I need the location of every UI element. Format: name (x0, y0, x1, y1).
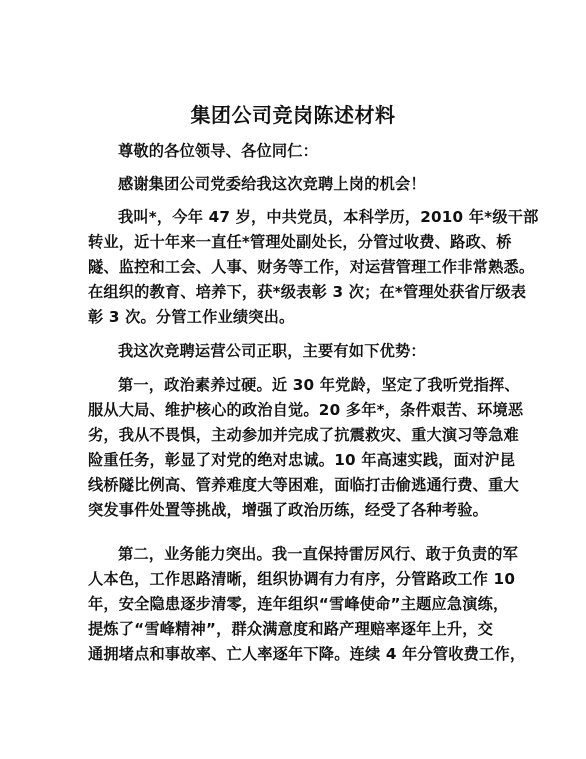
para3-line-4: 险重任务，彰显了对党的绝对忠诚。10 年高速实践，面对沪昆 (88, 451, 516, 469)
para1-line-5: 彰 3 次。分管工作业绩突出。 (88, 308, 295, 326)
para1-line-1: 我叫*，今年 47 岁，中共党员，本科学历，2010 年*级干部 (118, 208, 539, 226)
para4-line-2: 人本色，工作思路清晰，组织协调有力有序，分管路政工作 10 (88, 570, 516, 588)
para1-line-4: 在组织的教育、培养下，获*级表彰 3 次；在*管理处获省厅级表 (88, 283, 527, 301)
thanks-line: 感谢集团公司党委给我这次竞聘上岗的机会！ (118, 175, 426, 193)
para3-line-1: 第一，政治素养过硬。近 30 年党龄，坚定了我听党指挥、 (118, 376, 520, 394)
para4-line-4: 提炼了“雪峰精神”，群众满意度和路产理赔率逐年上升，交 (88, 620, 494, 638)
para4-line-5: 通拥堵点和事故率、亡人率逐年下降。连续 4 年分管收费工作， (88, 645, 526, 663)
para1-line-3: 隧、监控和工会、人事、财务等工作，对运营管理工作非常熟悉。 (88, 258, 535, 276)
document-title: 集团公司竞岗陈述材料 (190, 103, 396, 127)
para4-line-3: 年，安全隐患逐步清零，连年组织“雪峰使命”主题应急演练， (88, 595, 509, 613)
para3-line-3: 劣，我从不畏惧，主动参加并完成了抗震救灾、重大演习等急难 (88, 426, 519, 444)
para3-line-2: 服从大局、维护核心的政治自觉。20 多年*，条件艰苦、环境恶 (88, 401, 524, 419)
salutation: 尊敬的各位领导、各位同仁： (118, 142, 319, 160)
para4-line-1: 第二，业务能力突出。我一直保持雷厉风行、敢于负责的军 (118, 545, 519, 563)
para2-line: 我这次竞聘运营公司正职，主要有如下优势： (118, 342, 426, 360)
para3-line-5: 线桥隧比例高、管养难度大等困难，面临打击偷逃通行费、重大 (88, 476, 519, 494)
para3-line-6: 突发事件处置等挑战，增强了政治历练，经受了各种考验。 (88, 501, 489, 519)
para1-line-2: 转业，近十年来一直任*管理处副处长，分管过收费、路政、桥 (88, 233, 512, 251)
